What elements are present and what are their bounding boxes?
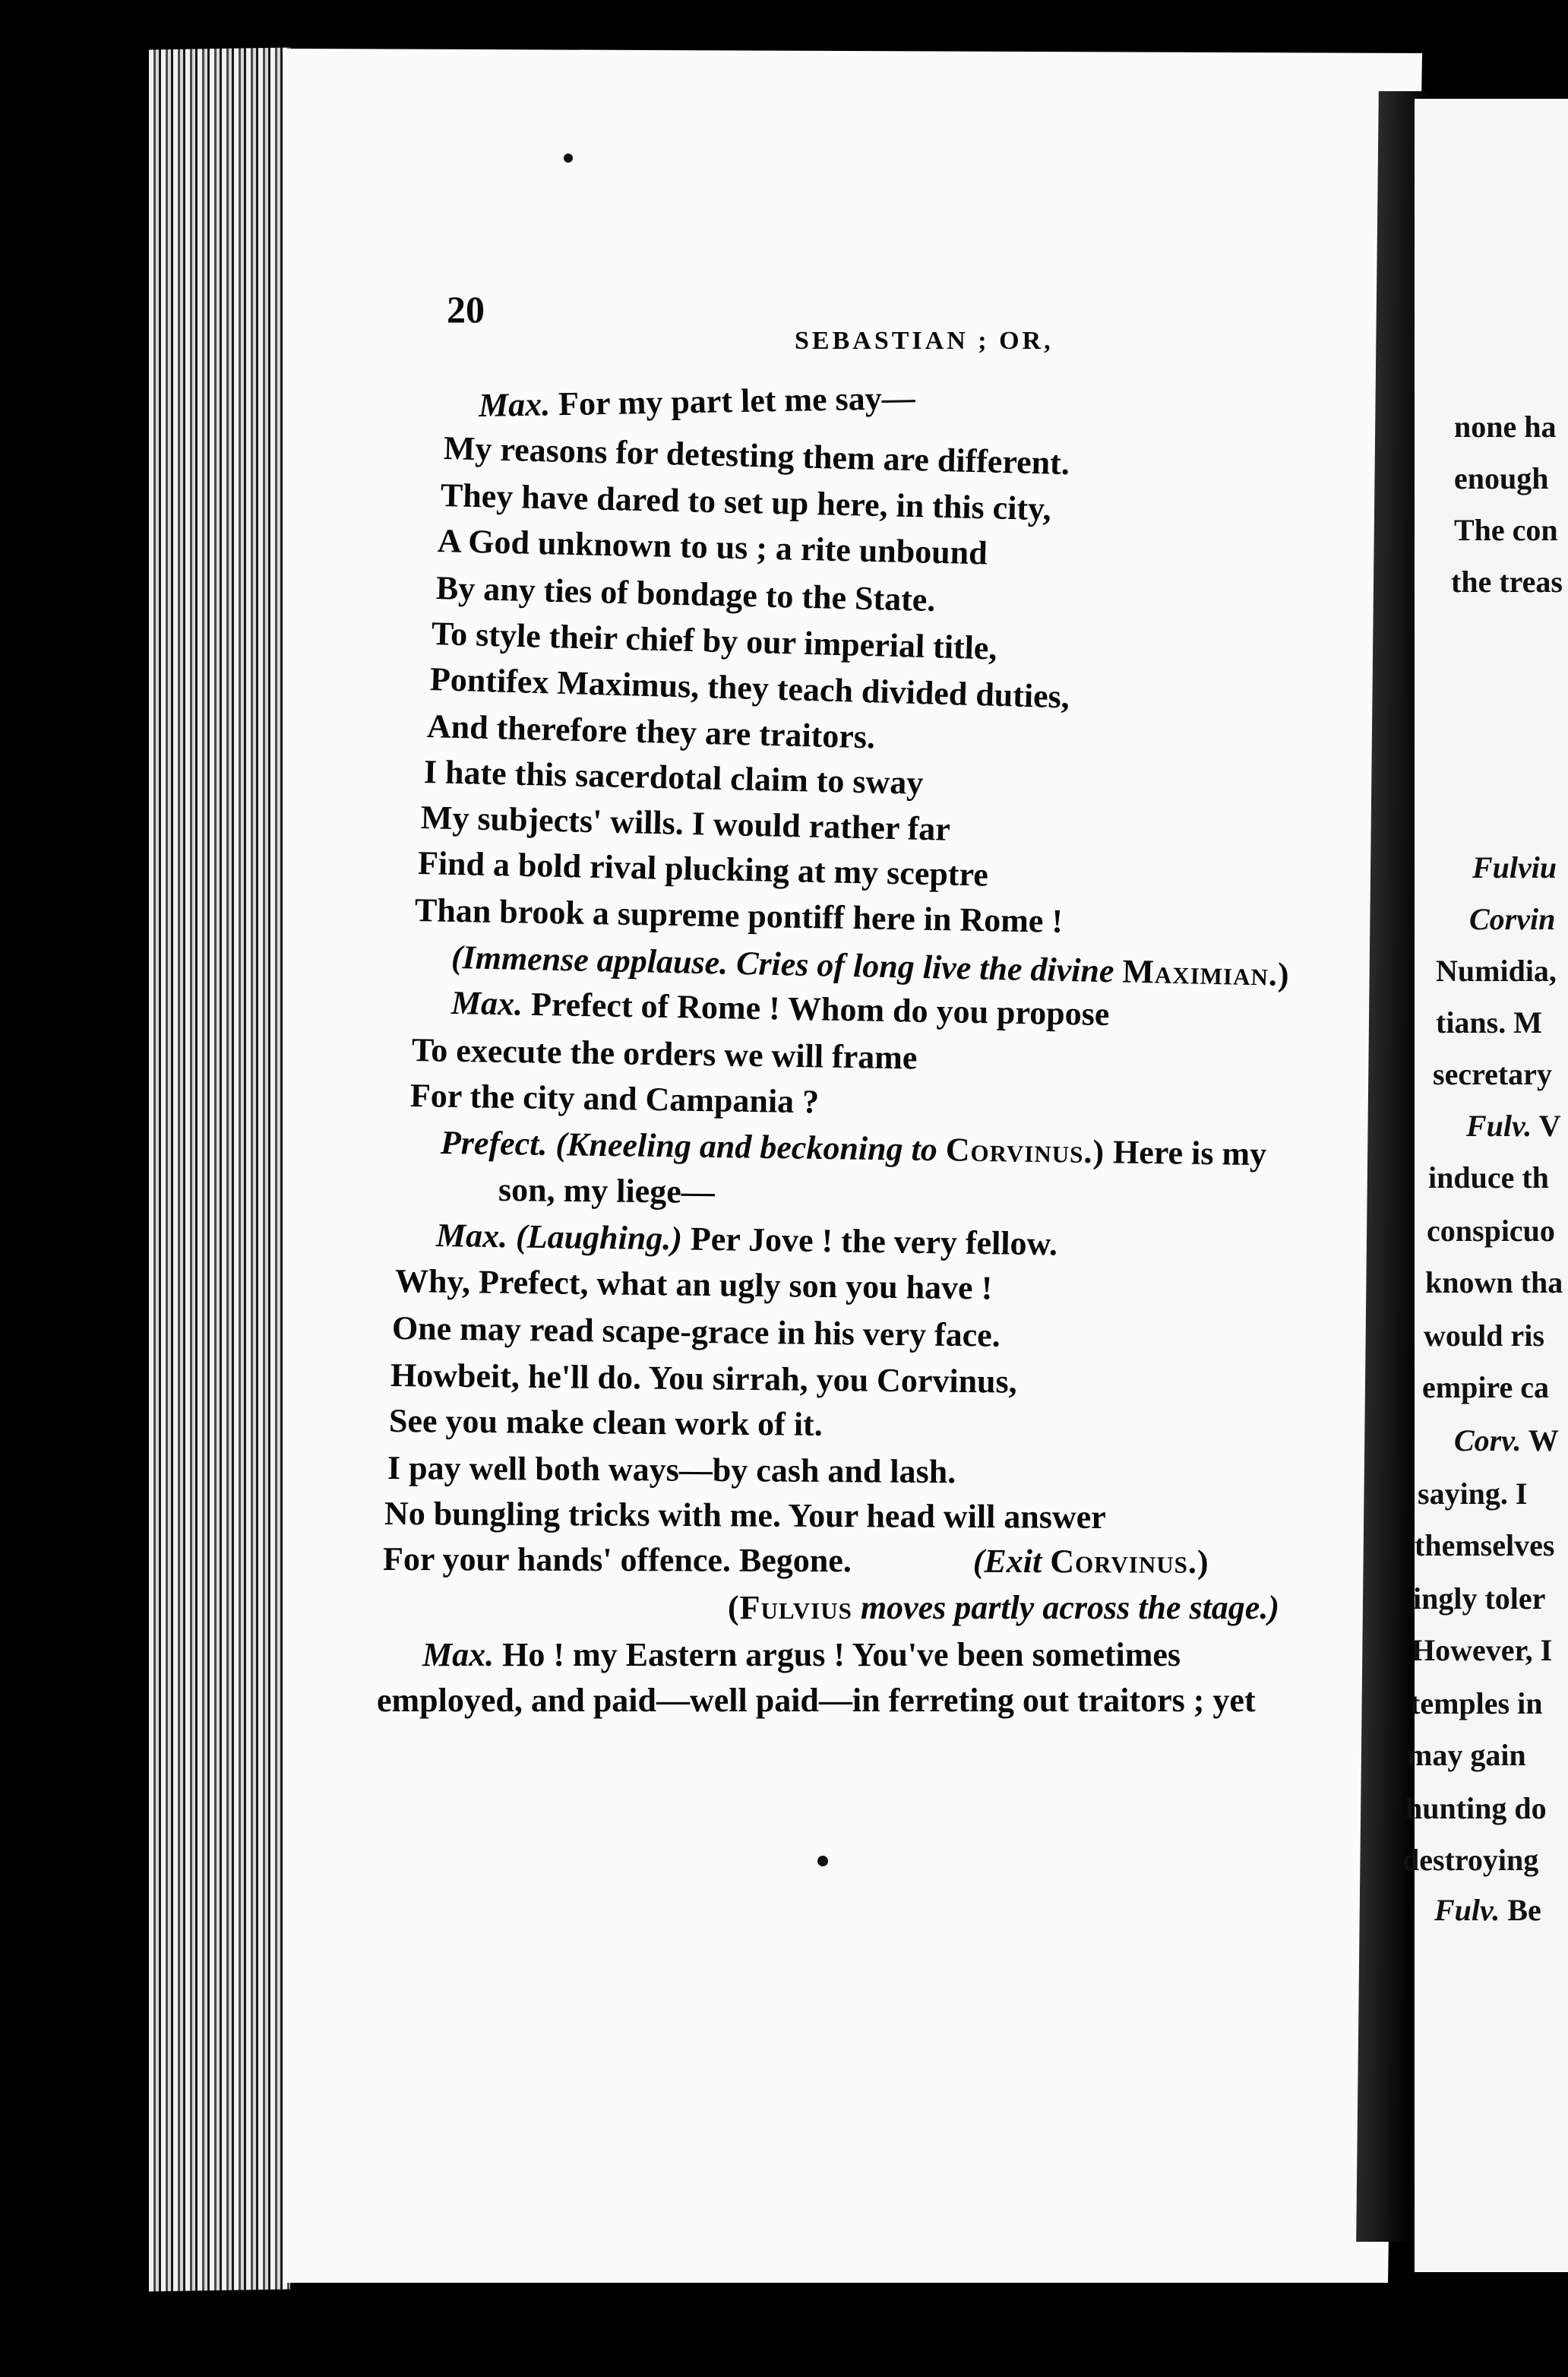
right-page-line: However, I	[1412, 1633, 1553, 1667]
line-text: Prefect of Rome ! Whom do you propose	[530, 985, 1110, 1033]
line-text: To style their chief by our imperial title,	[431, 615, 998, 667]
speaker-label: Max.	[450, 984, 523, 1023]
line-text: (Immense applause. Cries of long live the divine	[450, 938, 1114, 990]
right-page-line: none ha	[1454, 410, 1557, 444]
text-line	[728, 1591, 1279, 1625]
page-edges	[149, 48, 290, 2292]
character-name: Corvinus.)	[945, 1131, 1105, 1171]
right-page-line: secretary	[1433, 1057, 1552, 1091]
text-line	[422, 1638, 1181, 1672]
line-text: My subjects' wills. I would rather far	[420, 799, 951, 848]
speck	[564, 154, 573, 163]
text-line	[377, 1684, 1256, 1717]
character-name: Maximian.)	[1121, 952, 1291, 994]
line-text: My reasons for detesting them are different.	[443, 429, 1070, 483]
text-line	[436, 1219, 1058, 1261]
line-text: (Kneeling and beckoning to	[555, 1125, 938, 1169]
line-text: See you make clean work of it.	[388, 1402, 823, 1443]
line-tail: Here is my	[1112, 1133, 1267, 1173]
line-text: (Laughing.)	[515, 1217, 683, 1258]
right-page-line: the treas	[1451, 565, 1563, 599]
speaker-label: Max.	[422, 1636, 495, 1673]
right-page-line: saying. I	[1418, 1477, 1528, 1511]
text-line	[390, 1356, 1017, 1401]
right-page-line: Numidia,	[1436, 954, 1557, 988]
text-line	[410, 1079, 820, 1119]
right-page-line: would ris	[1424, 1318, 1544, 1353]
exit-direction	[973, 1543, 1209, 1581]
character-name: (Fulvius	[728, 1589, 852, 1626]
line-text: I hate this sacerdotal claim to sway	[423, 753, 924, 802]
text-line	[384, 1497, 1106, 1534]
line-text: Than brook a supreme pontiff here in Rome !	[414, 891, 1064, 940]
speaker-label: Max.	[435, 1217, 508, 1255]
right-page-line: Corv. W	[1454, 1423, 1559, 1458]
speaker-label: Prefect.	[440, 1124, 548, 1163]
right-page-line: The con	[1454, 513, 1558, 547]
right-page-line: conspicuo	[1427, 1214, 1555, 1248]
exit-label: (Exit	[972, 1542, 1042, 1581]
right-page-line: enough	[1454, 461, 1549, 495]
line-text: And therefore they are traitors.	[426, 707, 876, 756]
text-line	[412, 1033, 918, 1075]
right-page-line: hunting do	[1405, 1791, 1547, 1825]
line-text: moves partly across the stage.)	[860, 1589, 1279, 1626]
right-page-line: tians. M	[1436, 1005, 1542, 1040]
right-page-line: empire ca	[1422, 1370, 1549, 1404]
right-page-line: Fulv. V	[1466, 1109, 1561, 1143]
page-number: 20	[447, 288, 485, 331]
line-text: They have dared to set up here, in this city,	[440, 476, 1052, 528]
line-text: One may read scape-grace in his very face.	[391, 1309, 1001, 1354]
line-text: For your hands' offence. Begone.	[382, 1540, 852, 1580]
right-page-line: may gain	[1407, 1738, 1526, 1772]
line-text: For the city and Campania ?	[409, 1077, 820, 1121]
line-text: Howbeit, he'll do. You sirrah, you Corvinus,	[390, 1356, 1017, 1401]
line-tail: Per Jove ! the very fellow.	[690, 1220, 1058, 1263]
right-page-line: Fulviu	[1472, 850, 1557, 885]
right-page-line: destroying	[1402, 1843, 1539, 1877]
right-page-line: Corvin	[1469, 902, 1556, 936]
line-text: Why, Prefect, what an ugly son you have !	[394, 1262, 993, 1307]
running-head: SEBASTIAN ; OR,	[795, 327, 1054, 355]
speaker-label: Max.	[478, 385, 551, 424]
right-page-line: themselves	[1415, 1528, 1555, 1562]
character-name: Corvinus.)	[1050, 1543, 1209, 1581]
line-text: By any ties of bondage to the State.	[435, 569, 936, 619]
right-page-line: known tha	[1425, 1265, 1563, 1299]
text-line	[391, 1309, 1001, 1354]
line-text: No bungling tricks with me. Your head will answer	[384, 1495, 1106, 1536]
line-text: Ho ! my Eastern argus ! You've been sometimes	[502, 1636, 1181, 1673]
line-text: Pontifex Maximus, they teach divided duties,	[429, 660, 1070, 716]
line-text: A God unknown to us ; a rite unbound	[437, 522, 988, 572]
text-line	[382, 1540, 1209, 1581]
right-page-line: ingly toler	[1413, 1581, 1546, 1616]
speck	[817, 1856, 828, 1866]
text-line	[478, 378, 916, 424]
line-text: To execute the orders we will frame	[411, 1031, 918, 1077]
text-line	[395, 1264, 993, 1306]
line-text: For my part let me say—	[558, 378, 916, 423]
text-line	[498, 1173, 715, 1209]
line-text: Find a bold rival plucking at my sceptre	[417, 844, 989, 894]
line-text: employed, and paid—well paid—in ferreting out traitors ; yet	[377, 1682, 1256, 1719]
line-text: I pay well both ways—by cash and lash.	[387, 1449, 956, 1491]
text-line	[389, 1404, 823, 1442]
line-text: son, my liege—	[498, 1171, 716, 1211]
text-line	[387, 1451, 956, 1489]
right-page-line: induce th	[1428, 1160, 1549, 1195]
right-page-line: Fulv. Be	[1434, 1893, 1541, 1927]
right-page-line: temples in	[1410, 1686, 1543, 1720]
